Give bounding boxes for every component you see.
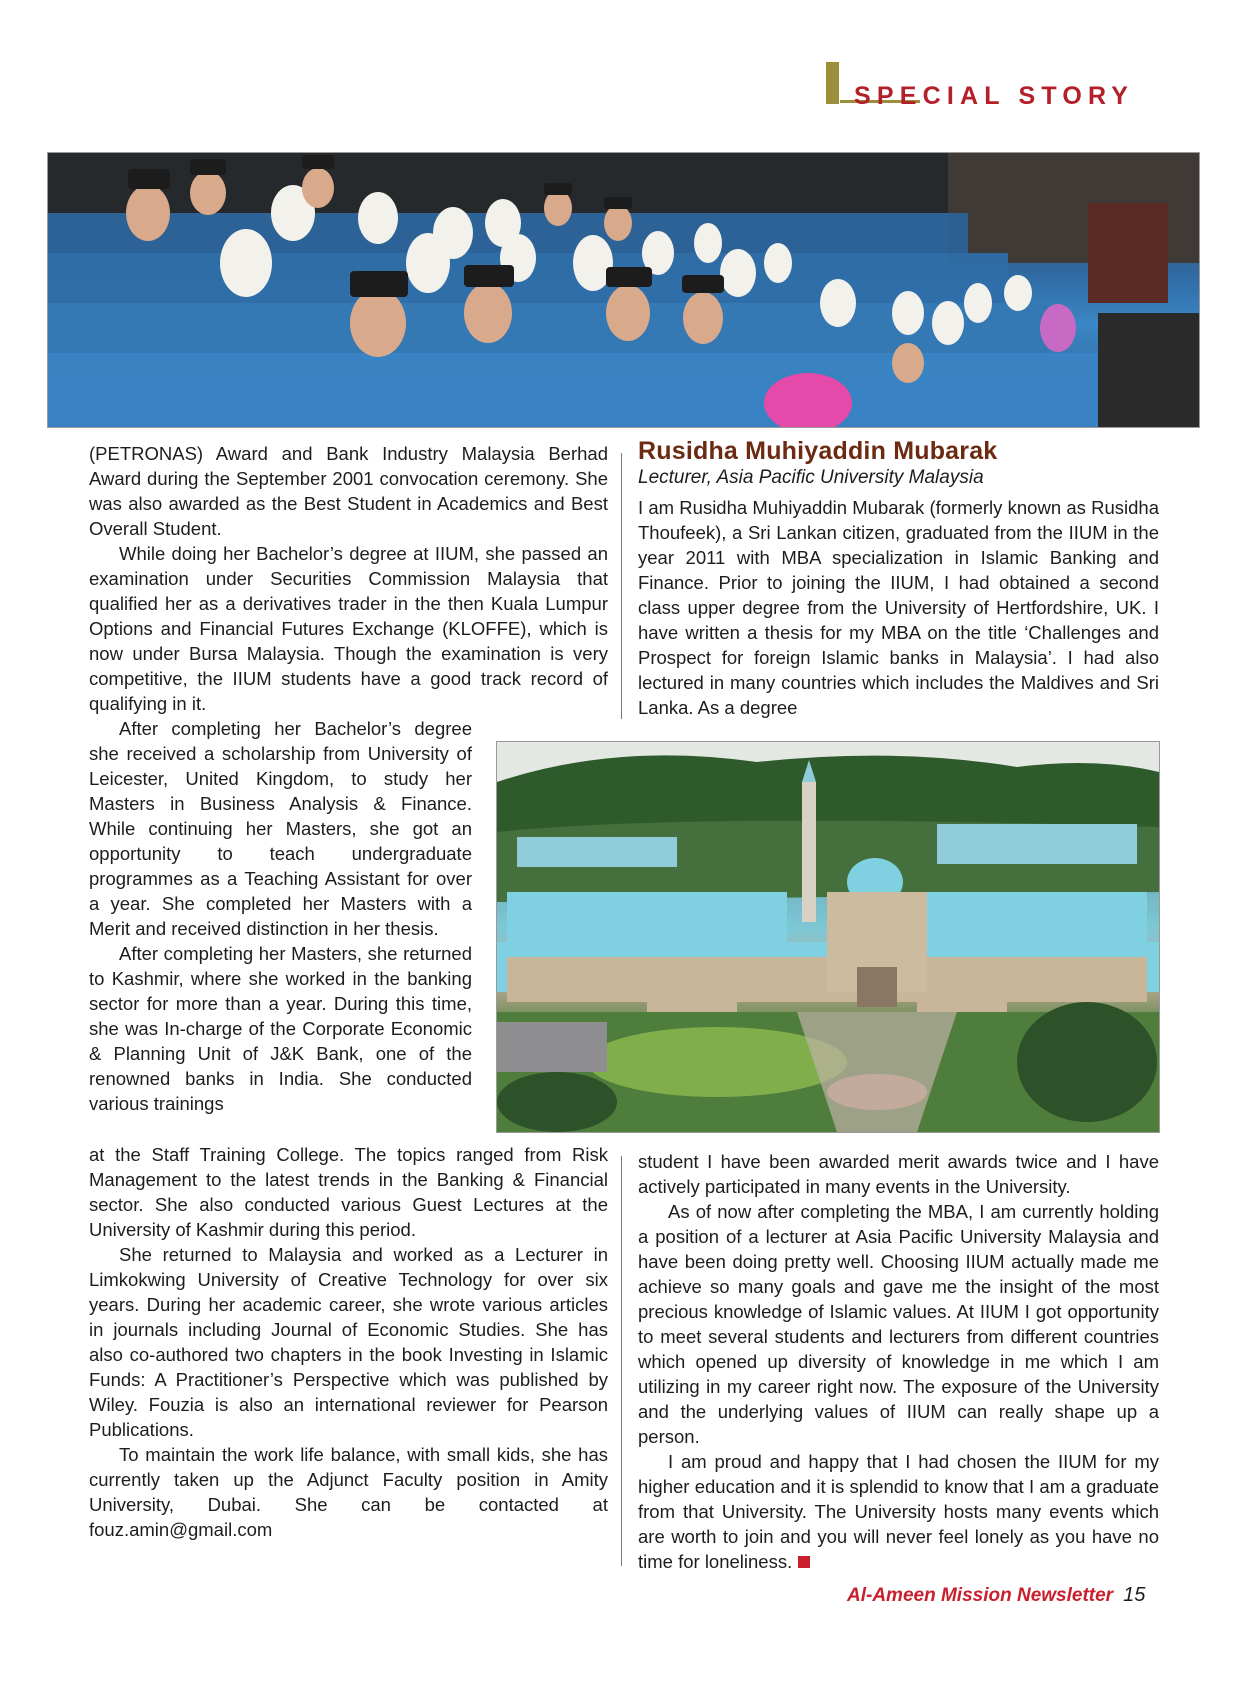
left-paragraph-3: After completing her Bachelor’s degree she received a scholarship from University of Leicester, United Kingdom, to study her Masters in Business Analysis & Finance. While continuing her Masters, she got an opportunity to teach undergraduate programmes as a Teaching Assistant for over a year. She completed her Masters with a Merit and received distinction in her thesis. bbox=[89, 718, 472, 939]
left-paragraph-2: While doing her Bachelor’s degree at IIUM, she passed an examination under Securities Commission Malaysia that qualified her as a derivatives trader in the then Kuala Lumpur Options and Financial Futures Exchange (KLOFFE), which is now under Bursa Malaysia. Though the examination is very competitive, the IIUM students have a good track record of qualifying in it. bbox=[89, 543, 608, 714]
right-paragraph-3-text: I am proud and happy that I had chosen the IIUM for my higher education and it is splendid to know that I am a graduate from that University. The University hosts many events which are worth to join and you will never feel lonely as you have no time for loneliness. bbox=[638, 1451, 1159, 1572]
graduation-photo bbox=[47, 152, 1200, 428]
header-accent-bar bbox=[826, 62, 839, 104]
left-paragraph-6: To maintain the work life balance, with small kids, she has currently taken up the Adjunct Faculty position in Amity University, Dubai. She can be contacted at fouz.amin@gmail.com bbox=[89, 1444, 608, 1540]
publication-name: Al-Ameen Mission Newsletter bbox=[847, 1585, 1114, 1606]
page-number: 15 bbox=[1123, 1584, 1146, 1606]
right-paragraph-2: As of now after completing the MBA, I am currently holding a position of a lecturer at Asia Pacific University Malaysia and have been doing pretty well. Choosing IIUM actually made me achieve so many goals and gave me the insight of the most precious knowledge of Islamic values. At IIUM I got opportunity to meet several students and lecturers from different countries which opened up diversity of knowledge in me which I am utilizing in my career right now. The exposure of the University and the underlying values of IIUM can really shape up a person. bbox=[638, 1201, 1159, 1447]
page-footer bbox=[847, 1584, 1159, 1610]
left-paragraph-4-continued: at the Staff Training College. The topics ranged from Risk Management to the latest trends in the Banking & Financial sector. She also conducted various Guest Lectures at the University of Kashmir during this period. bbox=[89, 1144, 608, 1240]
end-of-story-mark bbox=[798, 1556, 810, 1568]
right-paragraph-3 bbox=[638, 1449, 1159, 1574]
section-header bbox=[826, 62, 1156, 110]
left-paragraph-1: (PETRONAS) Award and Bank Industry Malaysia Berhad Award during the September 2001 convocation ceremony. She was also awarded as the Best Student in Academics and Best Overall Student. bbox=[89, 443, 608, 539]
left-column-lower bbox=[89, 1142, 608, 1542]
column-divider-top bbox=[621, 453, 622, 719]
left-column-wrapped bbox=[89, 716, 472, 1116]
right-column-upper bbox=[638, 495, 1159, 720]
left-column-upper bbox=[89, 441, 608, 716]
right-paragraph-1-continued: student I have been awarded merit awards twice and I have actively participated in many events in the University. bbox=[638, 1151, 1159, 1197]
left-paragraph-4-wrapped: After completing her Masters, she returned to Kashmir, where she worked in the banking sector for more than a year. During this time, she was In-charge of the Corporate Economic & Planning Unit of J&K Bank, one of the renowned banks in India. She conducted various trainings bbox=[89, 943, 472, 1114]
left-paragraph-5: She returned to Malaysia and worked as a Lecturer in Limkokwing University of Creative Technology for over six years. During her academic career, she wrote various articles in journals including Journal of Economic Studies. She has also co-authored two chapters in the book Investing in Islamic Funds: A Practitioner’s Perspective which was published by Wiley. Fouzia is also an international reviewer for Pearson Publications. bbox=[89, 1244, 608, 1440]
profile-name: Rusidha Muhiyaddin Mubarak bbox=[638, 437, 998, 465]
section-label: SPECIAL STORY bbox=[854, 82, 1135, 110]
right-paragraph-1: I am Rusidha Muhiyaddin Mubarak (formerly known as Rusidha Thoufeek), a Sri Lankan citizen, graduated from the IIUM in the year 2011 with MBA specialization in Islamic Banking and Finance. Prior to joining the IIUM, I had obtained a second class upper degree from the University of Hertfordshire, UK. I have written a thesis for my MBA on the title ‘Challenges and Prospect for foreign Islamic banks in Malaysia’. I had also lectured in many countries which includes the Maldives and Sri Lanka. As a degree bbox=[638, 497, 1159, 718]
campus-photo bbox=[496, 741, 1160, 1133]
graduation-photo-illustration bbox=[48, 153, 1199, 427]
column-divider-bottom bbox=[621, 1156, 622, 1566]
profile-role: Lecturer, Asia Pacific University Malaysia bbox=[638, 467, 984, 488]
campus-photo-illustration bbox=[497, 742, 1159, 1132]
right-column-lower bbox=[638, 1149, 1159, 1574]
